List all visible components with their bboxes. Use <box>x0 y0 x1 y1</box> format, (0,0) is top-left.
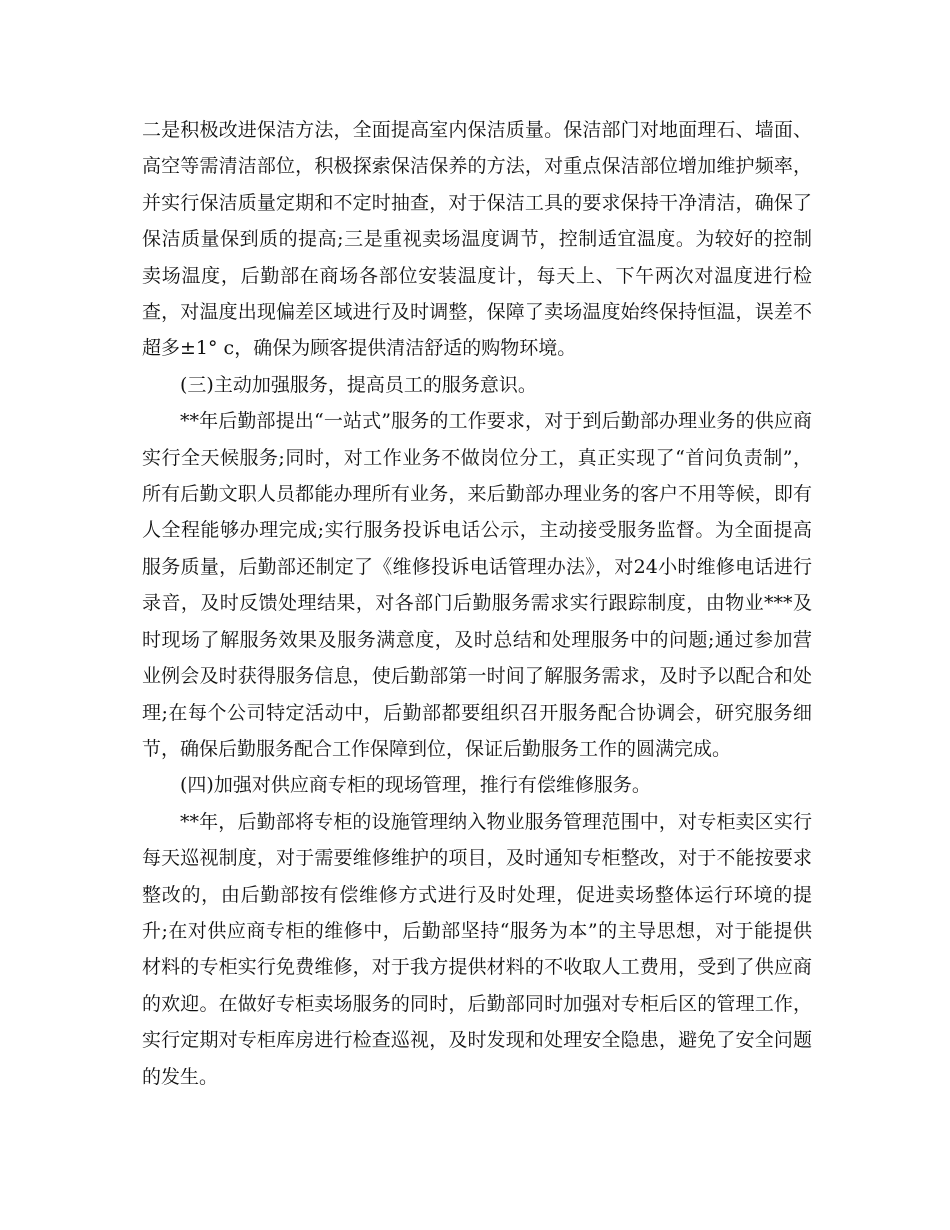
paragraph-cleaning-methods: 二是积极改进保洁方法，全面提高室内保洁质量。保洁部门对地面理石、墙面、高空等需清洁部位，积极探索保洁保养的方法，对重点保洁部位增加维护频率，并实行保洁质量定期和不定时抽查，对于保洁工具的要求保持干净清洁，确保了保洁质量保到质的提高;三是重视卖场温度调节，控制适宜温度。为较好的控制卖场温度，后勤部在商场各部位安装温度计，每天上、下午两次对温度进行检查，对温度出现偏差区域进行及时调整，保障了卖场温度始终保持恒温，误差不超多±1° c，确保为顾客提供清洁舒适的购物环境。 <box>142 119 812 360</box>
heading-service-awareness: (三)主动加强服务，提高员工的服务意识。 <box>180 373 537 396</box>
heading-supplier-counter-management: (四)加强对供应商专柜的现场管理，推行有偿维修服务。 <box>180 774 651 797</box>
paragraph-paid-maintenance: **年，后勤部将专柜的设施管理纳入物业服务管理范围中，对专柜卖区实行每天巡视制度，对于需要维修维护的项目，及时通知专柜整改，对于不能按要求整改的，由后勤部按有偿维修方式进行及时处理，促进卖场整体运行环境的提升;在对供应商专柜的维修中，后勤部坚持“服务为本”的主导思想，对于能提供材料的专柜实行免费维修，对于我方提供材料的不收取人工费用，受到了供应商的欢迎。在做好专柜卖场服务的同时，后勤部同时加强对专柜后区的管理工作，实行定期对专柜库房进行检查巡视，及时发现和处理安全隐患，避免了安全问题的发生。 <box>142 810 812 1088</box>
document-page <box>142 112 812 1095</box>
paragraph-one-stop-service: **年后勤部提出“一站式”服务的工作要求，对于到后勤部办理业务的供应商实行全天候服务;同时，对工作业务不做岗位分工，真正实现了“首问负责制”，所有后勤文职人员都能办理所有业务，来后勤部办理业务的客户不用等候，即有人全程能够办理完成;实行服务投诉电话公示，主动接受服务监督。为全面提高服务质量，后勤部还制定了《维修投诉电话管理办法》，对24小时维修电话进行录音，及时反馈处理结果，对各部门后勤服务需求实行跟踪制度，由物业***及时现场了解服务效果及服务满意度，及时总结和处理服务中的问题;通过参加营业例会及时获得服务信息，使后勤部第一时间了解服务需求，及时予以配合和处理;在每个公司特定活动中，后勤部都要组织召开服务配合协调会，研究服务细节，确保后勤服务配合工作保障到位，保证后勤服务工作的圆满完成。 <box>142 410 812 760</box>
